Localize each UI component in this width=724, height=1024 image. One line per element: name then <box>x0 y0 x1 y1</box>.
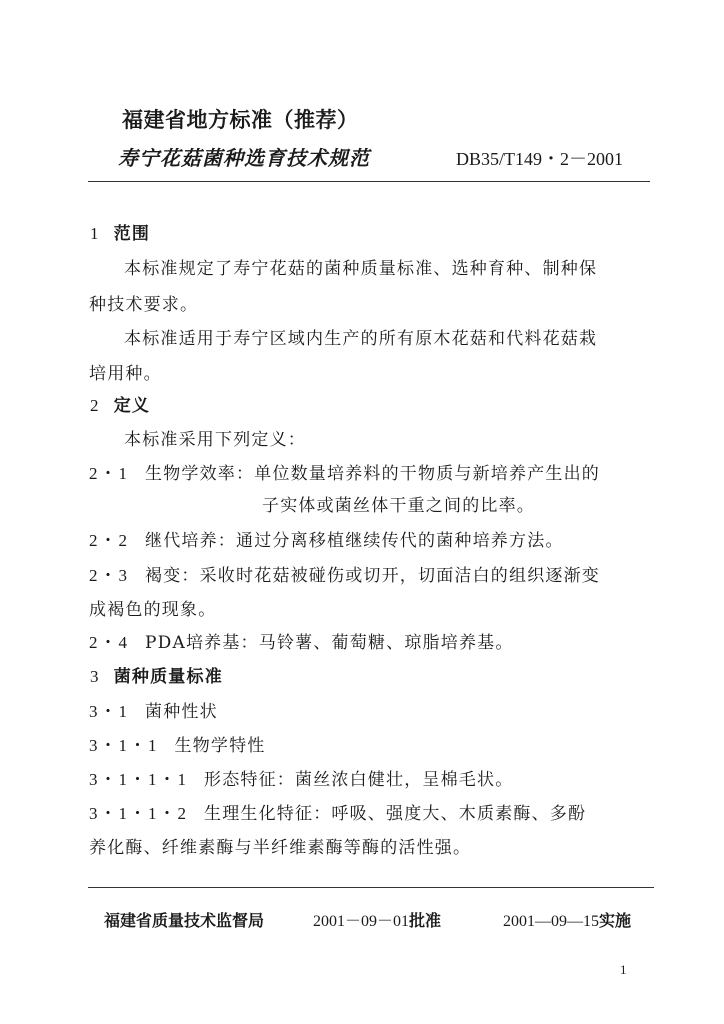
clause-number: 3・1・1・2 <box>89 804 188 823</box>
paragraph-line: 成褐色的现象。 <box>89 600 217 620</box>
clause-text: 菌种性状 <box>145 702 218 722</box>
definition-2-3 <box>89 561 600 586</box>
standard-code: DB35/T149・2－2001 <box>456 149 624 169</box>
footer-rule <box>88 887 654 888</box>
document-title: 寿宁花菇菌种选育技术规范 <box>118 146 370 170</box>
issuing-authority: 福建省质量技术监督局 <box>104 911 265 930</box>
clause-text: 生物学效率：单位数量培养料的干物质与新培养产生出的 <box>145 464 600 484</box>
header-rule <box>88 181 650 182</box>
clause-text: PDA培养基：马铃薯、葡萄糖、琼脂培养基。 <box>145 633 514 653</box>
section-number: 2 <box>90 396 100 415</box>
paragraph-line: 本标准规定了寿宁花菇的菌种质量标准、选种育种、制种保 <box>124 259 598 279</box>
clause-3-1 <box>89 697 218 722</box>
section-title: 菌种质量标准 <box>113 667 223 687</box>
effective-date-value: 2001—09—15 <box>503 913 599 930</box>
section-title: 定义 <box>113 396 151 416</box>
clause-number: 2・1 <box>89 464 129 483</box>
section-number: 1 <box>90 224 100 243</box>
standard-category-title: 福建省地方标准（推荐） <box>122 108 359 132</box>
clause-text: 褐变：采收时花菇被碰伤或切开，切面洁白的组织逐渐变 <box>145 566 600 586</box>
paragraph-line: 种技术要求。 <box>89 295 199 315</box>
section-number: 3 <box>90 667 100 686</box>
section-1-heading <box>90 219 150 244</box>
clause-text: 继代培养：通过分离移植继续传代的菌种培养方法。 <box>145 531 564 551</box>
clause-number: 2・3 <box>89 566 129 585</box>
paragraph-line: 培用种。 <box>89 364 162 384</box>
clause-number: 3・1・1・1 <box>89 770 188 789</box>
approval-label: 批准 <box>409 911 442 930</box>
approval-date <box>313 908 441 931</box>
clause-text: 生理生化特征：呼吸、强度大、木质素酶、多酚 <box>204 804 587 824</box>
section-3-heading <box>90 662 223 687</box>
definition-2-2 <box>89 526 564 551</box>
paragraph-line: 本标准采用下列定义： <box>124 430 306 450</box>
paragraph-line: 本标准适用于寿宁区域内生产的所有原木花菇和代料花菇栽 <box>124 329 598 349</box>
effective-date <box>503 908 631 931</box>
clause-text: 生物学特性 <box>174 736 266 756</box>
effective-label: 实施 <box>599 911 632 930</box>
clause-number: 2・4 <box>89 633 129 652</box>
clause-text: 形态特征：菌丝浓白健壮，呈棉毛状。 <box>204 770 514 790</box>
clause-number: 3・1 <box>89 702 129 721</box>
clause-number: 3・1・1 <box>89 736 159 755</box>
section-2-heading <box>90 391 150 416</box>
paragraph-line: 养化酶、纤维素酶与半纤维素酶等酶的活性强。 <box>89 838 472 858</box>
clause-3-1-1 <box>89 731 266 756</box>
paragraph-line: 子实体或菌丝体干重之间的比率。 <box>262 496 535 516</box>
definition-2-1 <box>89 459 600 484</box>
definition-2-4 <box>89 628 514 653</box>
clause-3-1-1-2 <box>89 799 586 824</box>
page-number: 1 <box>620 962 627 977</box>
section-title: 范围 <box>113 224 151 244</box>
clause-3-1-1-1 <box>89 765 513 790</box>
clause-number: 2・2 <box>89 531 129 550</box>
approval-date-value: 2001－09－01 <box>313 913 410 930</box>
